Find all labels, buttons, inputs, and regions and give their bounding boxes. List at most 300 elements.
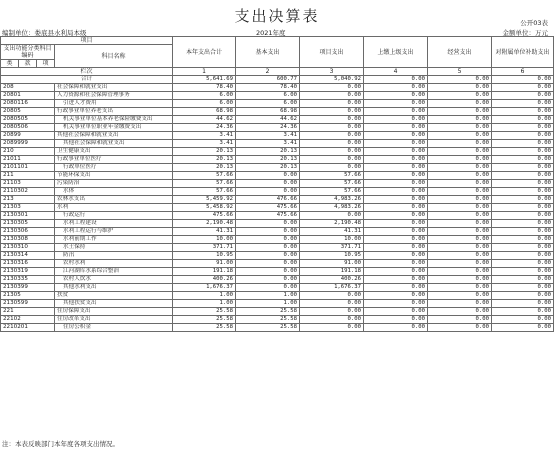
amount-cell: 0.00	[428, 188, 492, 196]
table-row	[1, 196, 554, 204]
amount-cell: 25.58	[173, 308, 236, 316]
amount-cell: 20.13	[173, 164, 236, 172]
amount-cell: 0.00	[364, 220, 428, 228]
subject-code: 22102	[1, 316, 55, 324]
amount-cell: 57.66	[300, 188, 364, 196]
amount-cell: 0.00	[236, 268, 300, 276]
amount-cell: 0.00	[300, 324, 364, 332]
amount-cell: 0.00	[364, 172, 428, 180]
amount-cell: 0.00	[364, 84, 428, 92]
amount-cell: 0.00	[300, 100, 364, 108]
subject-code: 2130314	[1, 252, 55, 260]
col-number-3: 3	[300, 68, 364, 76]
amount-cell: 25.58	[236, 316, 300, 324]
amount-cell: 0.00	[300, 308, 364, 316]
table-row	[1, 268, 554, 276]
amount-cell: 0.00	[364, 204, 428, 212]
subject-code: 21303	[1, 204, 55, 212]
header-col-label: 栏次	[1, 68, 173, 76]
subject-code: 21305	[1, 292, 55, 300]
unit-label: 编制单位：娄底县水利局本级	[2, 29, 87, 37]
amount-cell: 24.36	[236, 124, 300, 132]
total-c2: 600.77	[236, 76, 300, 84]
table-row	[1, 284, 554, 292]
subject-name: 住房公积金	[55, 324, 173, 332]
amount-cell: 0.00	[492, 92, 554, 100]
amount-cell: 191.18	[173, 268, 236, 276]
amount-cell: 1.00	[236, 292, 300, 300]
amount-cell: 0.00	[236, 252, 300, 260]
table-row	[1, 244, 554, 252]
amount-cell: 0.00	[300, 292, 364, 300]
subject-code: 2130319	[1, 268, 55, 276]
amount-cell: 3.41	[236, 132, 300, 140]
amount-cell: 57.66	[173, 172, 236, 180]
amount-cell: 0.00	[364, 268, 428, 276]
amount-cell: 0.00	[428, 196, 492, 204]
amount-cell: 0.00	[364, 300, 428, 308]
amount-cell: 0.00	[428, 212, 492, 220]
amount-cell: 0.00	[300, 92, 364, 100]
amount-cell: 68.98	[236, 108, 300, 116]
amount-cell: 0.00	[428, 244, 492, 252]
header-func-code: 支出功能分类科目编码	[1, 45, 55, 60]
subject-code: 211	[1, 172, 55, 180]
amount-cell: 0.00	[492, 252, 554, 260]
header-item: 项	[37, 60, 55, 68]
subject-code: 208	[1, 84, 55, 92]
amount-cell: 0.00	[492, 204, 554, 212]
total-row	[1, 76, 554, 84]
amount-cell: 0.00	[428, 236, 492, 244]
col-number-1: 1	[173, 68, 236, 76]
amount-cell: 0.00	[364, 236, 428, 244]
amount-cell: 2,190.48	[300, 220, 364, 228]
amount-cell: 0.00	[428, 132, 492, 140]
subject-name: 机关事业单位职业年金缴费支出	[55, 124, 173, 132]
amount-cell: 0.00	[364, 164, 428, 172]
amount-cell: 0.00	[300, 140, 364, 148]
amount-cell: 1,676.37	[300, 284, 364, 292]
table-row	[1, 260, 554, 268]
amount-cell: 371.71	[300, 244, 364, 252]
amount-cell: 0.00	[428, 260, 492, 268]
amount-cell: 57.66	[300, 180, 364, 188]
amount-cell: 20.13	[236, 148, 300, 156]
amount-cell: 0.00	[364, 188, 428, 196]
amount-cell: 0.00	[364, 116, 428, 124]
amount-cell: 20.13	[173, 148, 236, 156]
subject-code: 21011	[1, 156, 55, 164]
table-row	[1, 92, 554, 100]
col-number-4: 4	[364, 68, 428, 76]
table-row	[1, 84, 554, 92]
amount-cell: 0.00	[492, 236, 554, 244]
total-c6: 0.00	[492, 76, 554, 84]
amount-cell: 0.00	[236, 244, 300, 252]
amount-cell: 0.00	[492, 148, 554, 156]
subject-code: 2080505	[1, 116, 55, 124]
subject-code: 20801	[1, 92, 55, 100]
amount-cell: 0.00	[492, 292, 554, 300]
subject-code: 2130599	[1, 300, 55, 308]
amount-cell: 20.13	[236, 156, 300, 164]
amount-cell: 0.00	[492, 196, 554, 204]
header-c4: 上缴上级支出	[364, 37, 428, 68]
table-row	[1, 316, 554, 324]
subject-code: 2089999	[1, 140, 55, 148]
amount-cell: 41.31	[173, 228, 236, 236]
amount-cell: 0.00	[428, 164, 492, 172]
amount-cell: 0.00	[492, 244, 554, 252]
table-row	[1, 204, 554, 212]
amount-cell: 0.00	[492, 212, 554, 220]
amount-cell: 91.00	[300, 260, 364, 268]
amount-cell: 0.00	[300, 212, 364, 220]
subject-code: 2130335	[1, 276, 55, 284]
subject-name: 农村人饮水	[55, 276, 173, 284]
table-row	[1, 116, 554, 124]
amount-cell: 10.95	[300, 252, 364, 260]
amount-cell: 0.00	[236, 284, 300, 292]
table-row	[1, 156, 554, 164]
amount-cell: 191.18	[300, 268, 364, 276]
amount-cell: 0.00	[428, 116, 492, 124]
header-subject-name: 科目名称	[55, 45, 173, 68]
amount-cell: 0.00	[364, 308, 428, 316]
amount-cell: 0.00	[364, 284, 428, 292]
amount-cell: 371.71	[173, 244, 236, 252]
amount-cell: 0.00	[364, 252, 428, 260]
amount-cell: 0.00	[492, 188, 554, 196]
amount-cell: 0.00	[300, 316, 364, 324]
amount-cell: 0.00	[300, 148, 364, 156]
subject-code: 2130306	[1, 228, 55, 236]
subject-code: 2101101	[1, 164, 55, 172]
amount-cell: 0.00	[428, 220, 492, 228]
amount-cell: 0.00	[428, 228, 492, 236]
amount-cell: 0.00	[492, 324, 554, 332]
header-project: 项目	[1, 37, 173, 45]
amount-cell: 57.66	[173, 180, 236, 188]
table-row	[1, 308, 554, 316]
page-title: 支出决算表	[234, 7, 320, 25]
year-label: 2021年度	[256, 29, 286, 37]
amount-cell: 0.00	[364, 316, 428, 324]
total-c1: 5,641.69	[173, 76, 236, 84]
subject-code: 20899	[1, 132, 55, 140]
table-row	[1, 276, 554, 284]
amount-cell: 0.00	[428, 252, 492, 260]
subject-name: 水利工程建设	[55, 220, 173, 228]
subject-name: 行政事业单位医疗	[55, 156, 173, 164]
amount-cell: 0.00	[428, 148, 492, 156]
amount-cell: 0.00	[364, 244, 428, 252]
amount-cell: 1,676.37	[173, 284, 236, 292]
table-row	[1, 292, 554, 300]
amount-cell: 0.00	[492, 124, 554, 132]
subject-code: 210	[1, 148, 55, 156]
amount-cell: 400.26	[173, 276, 236, 284]
amount-cell: 0.00	[428, 324, 492, 332]
header-c5: 经营支出	[428, 37, 492, 68]
amount-cell: 0.00	[236, 188, 300, 196]
amount-cell: 41.31	[300, 228, 364, 236]
col-number-6: 6	[492, 68, 554, 76]
subject-name: 机关事业单位基本养老保险缴费支出	[55, 116, 173, 124]
subject-code: 2130301	[1, 212, 55, 220]
amount-cell: 0.00	[300, 84, 364, 92]
subject-name: 其他社会保障和就业支出	[55, 132, 173, 140]
table-row	[1, 220, 554, 228]
table-row	[1, 212, 554, 220]
amount-cell: 0.00	[428, 268, 492, 276]
amount-cell: 0.00	[492, 84, 554, 92]
subject-name: 住房改革支出	[55, 316, 173, 324]
subject-name: 行政运行	[55, 212, 173, 220]
amount-cell: 0.00	[492, 100, 554, 108]
amount-cell: 0.00	[492, 156, 554, 164]
subject-name: 农村水利	[55, 260, 173, 268]
table-row	[1, 236, 554, 244]
amount-cell: 0.00	[428, 204, 492, 212]
amount-cell: 475.66	[173, 212, 236, 220]
amount-cell: 0.00	[492, 268, 554, 276]
subject-code: 2080506	[1, 124, 55, 132]
amount-cell: 6.00	[236, 92, 300, 100]
amount-cell: 24.36	[173, 124, 236, 132]
amount-cell: 44.62	[236, 116, 300, 124]
amount-cell: 0.00	[492, 276, 554, 284]
subject-code: 221	[1, 308, 55, 316]
amount-cell: 0.00	[364, 156, 428, 164]
amount-cell: 3.41	[236, 140, 300, 148]
amount-cell: 0.00	[492, 228, 554, 236]
amount-cell: 0.00	[428, 316, 492, 324]
amount-cell: 475.66	[236, 212, 300, 220]
amount-cell: 0.00	[236, 180, 300, 188]
amount-cell: 0.00	[428, 300, 492, 308]
subject-name: 水利前期工作	[55, 236, 173, 244]
form-number: 公开03表	[520, 19, 548, 27]
table-row	[1, 252, 554, 260]
subject-name: 农林水支出	[55, 196, 173, 204]
subject-name: 污染防治	[55, 180, 173, 188]
subject-name: 水土保持	[55, 244, 173, 252]
amount-cell: 1.00	[236, 300, 300, 308]
table-row	[1, 324, 554, 332]
amount-cell: 0.00	[428, 276, 492, 284]
header-c6: 对附属单位补助支出	[492, 37, 554, 68]
subject-name: 防汛	[55, 252, 173, 260]
amount-cell: 0.00	[492, 180, 554, 188]
amount-cell: 1.00	[173, 292, 236, 300]
amount-cell: 78.40	[236, 84, 300, 92]
subject-code: 2130399	[1, 284, 55, 292]
table-row	[1, 164, 554, 172]
subject-name: 其他社会保障和就业支出	[55, 140, 173, 148]
header-c3: 项目支出	[300, 37, 364, 68]
subject-name: 节能环保支出	[55, 172, 173, 180]
table-row	[1, 180, 554, 188]
amount-cell: 0.00	[428, 92, 492, 100]
amount-cell: 0.00	[428, 284, 492, 292]
subject-code: 2130308	[1, 236, 55, 244]
amount-cell: 0.00	[364, 324, 428, 332]
amount-cell: 0.00	[364, 132, 428, 140]
subject-name: 行政事业单位养老支出	[55, 108, 173, 116]
amount-cell: 2,190.48	[173, 220, 236, 228]
table-row	[1, 132, 554, 140]
subject-name: 住房保障支出	[55, 308, 173, 316]
amount-cell: 57.66	[173, 188, 236, 196]
table-row	[1, 124, 554, 132]
amount-cell: 0.00	[428, 156, 492, 164]
amount-cell: 0.00	[428, 108, 492, 116]
amount-cell: 0.00	[236, 172, 300, 180]
currency-label: 金额单位：万元	[502, 29, 548, 37]
amount-cell: 400.26	[300, 276, 364, 284]
amount-cell: 0.00	[492, 116, 554, 124]
amount-cell: 0.00	[492, 140, 554, 148]
col-number-2: 2	[236, 68, 300, 76]
amount-cell: 0.00	[492, 300, 554, 308]
amount-cell: 0.00	[428, 140, 492, 148]
amount-cell: 10.00	[173, 236, 236, 244]
subject-code: 2130305	[1, 220, 55, 228]
amount-cell: 0.00	[428, 308, 492, 316]
amount-cell: 57.66	[300, 172, 364, 180]
subject-code: 2130310	[1, 244, 55, 252]
amount-cell: 0.00	[364, 196, 428, 204]
subject-name: 江河湖库水系综合整治	[55, 268, 173, 276]
amount-cell: 20.13	[173, 156, 236, 164]
amount-cell: 0.00	[300, 124, 364, 132]
total-c4: 0.00	[364, 76, 428, 84]
subject-code: 213	[1, 196, 55, 204]
subject-name: 其他水利支出	[55, 284, 173, 292]
amount-cell: 0.00	[428, 124, 492, 132]
amount-cell: 10.95	[173, 252, 236, 260]
amount-cell: 0.00	[236, 276, 300, 284]
col-number-5: 5	[428, 68, 492, 76]
amount-cell: 0.00	[492, 220, 554, 228]
subject-name: 人力资源和社会保障管理事务	[55, 92, 173, 100]
header-type: 类	[1, 60, 19, 68]
amount-cell: 1.00	[173, 300, 236, 308]
subject-code: 2210201	[1, 324, 55, 332]
subject-code: 20805	[1, 108, 55, 116]
subject-code: 21103	[1, 180, 55, 188]
amount-cell: 6.00	[236, 100, 300, 108]
amount-cell: 0.00	[428, 292, 492, 300]
amount-cell: 0.00	[428, 100, 492, 108]
amount-cell: 0.00	[492, 132, 554, 140]
amount-cell: 20.13	[236, 164, 300, 172]
header-c2: 基本支出	[236, 37, 300, 68]
amount-cell: 25.58	[173, 316, 236, 324]
subject-name: 水利	[55, 204, 173, 212]
table-row	[1, 228, 554, 236]
amount-cell: 0.00	[492, 164, 554, 172]
table-row	[1, 100, 554, 108]
subject-code: 2110302	[1, 188, 55, 196]
expenditure-table	[0, 36, 554, 332]
amount-cell: 4,983.26	[300, 196, 364, 204]
amount-cell: 25.58	[236, 324, 300, 332]
amount-cell: 0.00	[364, 276, 428, 284]
amount-cell: 476.66	[236, 196, 300, 204]
amount-cell: 4,983.26	[300, 204, 364, 212]
table-row	[1, 300, 554, 308]
table-row	[1, 172, 554, 180]
amount-cell: 0.00	[300, 156, 364, 164]
total-c5: 0.00	[428, 76, 492, 84]
subject-name: 卫生健康支出	[55, 148, 173, 156]
amount-cell: 0.00	[300, 300, 364, 308]
amount-cell: 0.00	[364, 212, 428, 220]
amount-cell: 25.58	[236, 308, 300, 316]
amount-cell: 0.00	[428, 172, 492, 180]
amount-cell: 0.00	[492, 172, 554, 180]
table-row	[1, 148, 554, 156]
amount-cell: 0.00	[492, 316, 554, 324]
amount-cell: 475.66	[236, 204, 300, 212]
amount-cell: 0.00	[364, 92, 428, 100]
amount-cell: 0.00	[364, 292, 428, 300]
amount-cell: 0.00	[364, 228, 428, 236]
amount-cell: 0.00	[300, 164, 364, 172]
amount-cell: 0.00	[492, 260, 554, 268]
amount-cell: 5,458.92	[173, 204, 236, 212]
amount-cell: 0.00	[492, 108, 554, 116]
table-row	[1, 108, 554, 116]
amount-cell: 0.00	[236, 260, 300, 268]
subject-name: 行政单位医疗	[55, 164, 173, 172]
amount-cell: 0.00	[300, 116, 364, 124]
amount-cell: 25.58	[173, 324, 236, 332]
subject-name: 水体	[55, 188, 173, 196]
amount-cell: 0.00	[236, 236, 300, 244]
amount-cell: 0.00	[428, 84, 492, 92]
amount-cell: 3.41	[173, 132, 236, 140]
amount-cell: 6.00	[173, 92, 236, 100]
table-row	[1, 188, 554, 196]
amount-cell: 78.40	[173, 84, 236, 92]
amount-cell: 10.00	[300, 236, 364, 244]
amount-cell: 0.00	[492, 308, 554, 316]
amount-cell: 5,459.92	[173, 196, 236, 204]
amount-cell: 0.00	[236, 228, 300, 236]
amount-cell: 0.00	[300, 108, 364, 116]
amount-cell: 0.00	[492, 284, 554, 292]
subject-code: 2130316	[1, 260, 55, 268]
amount-cell: 68.98	[173, 108, 236, 116]
amount-cell: 0.00	[428, 180, 492, 188]
subject-name: 扶贫	[55, 292, 173, 300]
subject-name: 水利工程运行与维护	[55, 228, 173, 236]
subject-code: 2080116	[1, 100, 55, 108]
footnote: 注：本表反映部门本年度各项支出情况。	[2, 440, 119, 448]
amount-cell: 3.41	[173, 140, 236, 148]
amount-cell: 0.00	[364, 124, 428, 132]
amount-cell: 6.00	[173, 100, 236, 108]
subject-name: 社会保障和就业支出	[55, 84, 173, 92]
subject-name: 其他扶贫支出	[55, 300, 173, 308]
amount-cell: 44.62	[173, 116, 236, 124]
amount-cell: 0.00	[364, 148, 428, 156]
amount-cell: 0.00	[236, 220, 300, 228]
